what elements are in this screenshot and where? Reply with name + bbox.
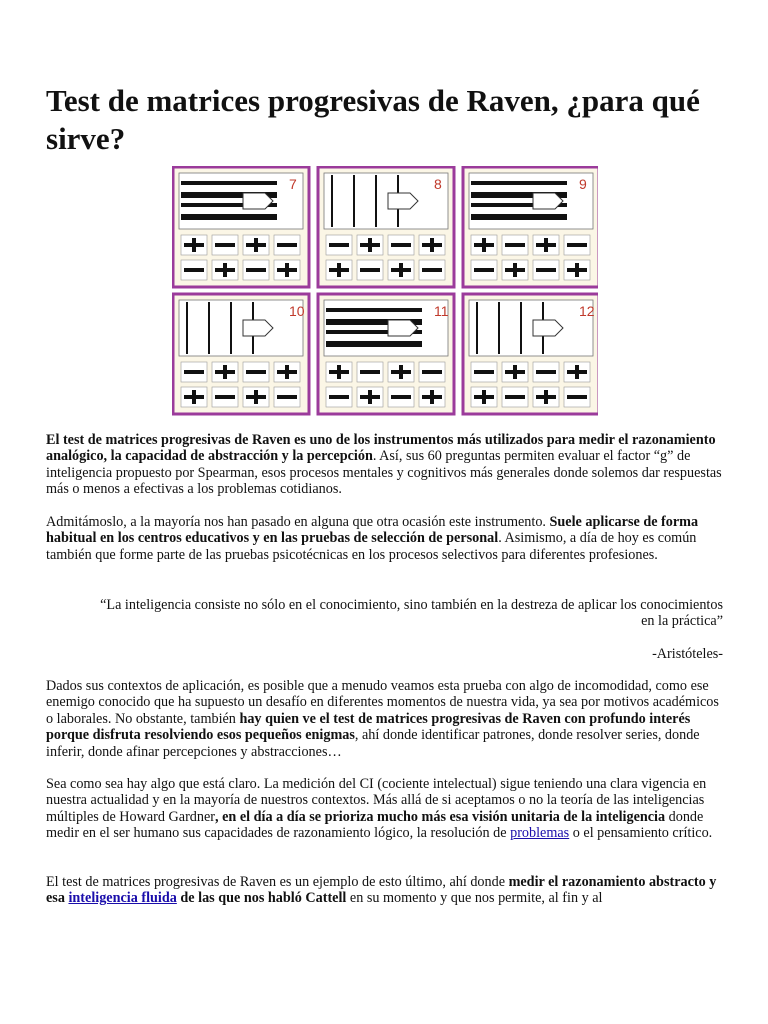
p5-bold-2: de las que nos habló Cattell — [176, 890, 347, 907]
answer-mark — [474, 370, 494, 374]
answer-mark — [223, 365, 227, 379]
answer-mark — [285, 263, 289, 277]
answer-mark — [360, 268, 380, 272]
answer-mark — [277, 243, 297, 247]
panel-number: 7 — [289, 176, 297, 192]
p5-rest: en su momento y que nos permite, al fin y al — [346, 890, 603, 907]
answer-mark — [505, 243, 525, 247]
answer-mark — [399, 365, 403, 379]
answer-mark — [184, 268, 204, 272]
answer-mark — [192, 390, 196, 404]
answer-mark — [513, 365, 517, 379]
p5-start: El test de matrices progresivas de Raven es un ejemplo de esto último, ahí donde — [46, 874, 509, 890]
answer-mark — [184, 370, 204, 374]
p4-bold: , en el día a día se prioriza mucho más esa visión unitaria de la inteligencia — [215, 808, 666, 825]
quote-line-2: en la práctica” — [641, 613, 723, 630]
quote-author: -Aristóteles- — [652, 646, 723, 662]
pattern-stripe — [326, 341, 422, 347]
answer-mark — [575, 365, 579, 379]
answer-mark — [422, 268, 442, 272]
answer-mark — [254, 238, 258, 252]
p5-bold-1: medir el razonamiento abstracto y esa — [46, 874, 717, 907]
inteligencia-fluida-link[interactable]: inteligencia fluida — [68, 890, 177, 907]
answer-mark — [391, 395, 411, 399]
pattern-stripe — [326, 308, 422, 312]
panel-number: 10 — [289, 303, 305, 319]
quote-line-1: “La inteligencia consiste no sólo en el conocimiento, sino también en la destreza de aplicar los conocimientos — [100, 597, 723, 613]
pattern-stripe — [181, 181, 277, 185]
answer-mark — [505, 395, 525, 399]
p2-bold: Suele aplicarse de forma habitual en los centros educativos y en las pruebas de selección de personal — [46, 514, 699, 547]
answer-mark — [482, 238, 486, 252]
answer-mark — [215, 243, 235, 247]
problem-area — [179, 300, 303, 356]
p4-rest: o el pensamiento crítico. — [569, 825, 713, 842]
raven-matrices-figure — [172, 166, 598, 416]
answer-mark — [246, 268, 266, 272]
p3-rest: , ahí donde identificar patrones, donde resolver series, donde inferir, donde afinar percepciones y abstracciones… — [46, 727, 700, 760]
answer-mark — [430, 390, 434, 404]
answer-mark — [223, 263, 227, 277]
answer-mark — [329, 243, 349, 247]
answer-mark — [422, 370, 442, 374]
p4-start: Sea como sea hay algo que está claro. La medición del CI (cociente intelectual) sigue teniendo una clara vigencia en nuestra actualidad y en la mayoría de nuestros contextos. Más allá de si aceptamos o no la teoría de las inteligencias múltiples de Howard Gardner — [46, 776, 707, 825]
p3-bold: hay quien ve el test de matrices progresivas de Raven con profundo interés porque disfruta resolviendo esos pequeños enigmas — [46, 710, 691, 744]
p1-bold: El test de matrices progresivas de Raven es uno de los instrumentos más utilizados para medir el razonamiento analógico, la capacidad de abstracción y la percepción — [46, 432, 716, 465]
answer-mark — [544, 390, 548, 404]
quote-block — [46, 597, 723, 630]
pattern-stripe — [471, 214, 567, 220]
answer-mark — [277, 395, 297, 399]
paragraph-4 — [46, 776, 726, 842]
answer-mark — [567, 395, 587, 399]
raven-matrices-illustration — [172, 166, 598, 416]
answer-mark — [567, 243, 587, 247]
paragraph-2 — [46, 514, 726, 563]
answer-mark — [285, 365, 289, 379]
paragraph-1 — [46, 432, 726, 498]
answer-mark — [368, 390, 372, 404]
matrix-panel — [318, 167, 454, 287]
problemas-link[interactable]: problemas — [510, 825, 570, 842]
panel-number: 9 — [579, 176, 587, 192]
answer-mark — [360, 370, 380, 374]
answer-mark — [513, 263, 517, 277]
answer-mark — [246, 370, 266, 374]
answer-mark — [399, 263, 403, 277]
answer-mark — [337, 365, 341, 379]
answer-mark — [536, 268, 556, 272]
answer-mark — [391, 243, 411, 247]
paragraph-3 — [46, 678, 726, 760]
answer-mark — [192, 238, 196, 252]
problem-area — [324, 173, 448, 229]
page-title: Test de matrices progresivas de Raven, ¿para qué sirve? — [46, 83, 700, 156]
panel-number: 8 — [434, 176, 442, 192]
matrix-panel — [173, 294, 309, 414]
matrix-panel — [463, 167, 598, 287]
panel-number: 11 — [434, 303, 449, 319]
paragraph-5 — [46, 874, 726, 907]
matrix-panel — [463, 294, 598, 414]
answer-mark — [544, 238, 548, 252]
answer-mark — [430, 238, 434, 252]
answer-mark — [254, 390, 258, 404]
matrix-panel — [173, 167, 309, 287]
p4-mid: donde medir en el ser humano sus capacidades de razonamiento lógico, la resolución de — [46, 808, 704, 842]
answer-mark — [536, 370, 556, 374]
answer-mark — [329, 395, 349, 399]
answer-mark — [482, 390, 486, 404]
p1-rest: . Así, sus 60 preguntas permiten evaluar el factor “g” de inteligencia propuesto por Spearman, esos procesos mentales y cognitivos más generales donde solemos dar respuestas más o menos a efectivas a los problemas cotidianos. — [46, 448, 722, 498]
answer-mark — [368, 238, 372, 252]
pattern-stripe — [471, 181, 567, 185]
p2-rest: . Asimismo, a día de hoy es común también que forme parte de las pruebas psicotécnicas en los procesos selectivos para diferentes profesiones. — [46, 530, 697, 563]
p2-start: Admitámoslo, a la mayoría nos han pasado en alguna que otra ocasión este instrumento. — [46, 514, 550, 530]
answer-mark — [337, 263, 341, 277]
answer-mark — [474, 268, 494, 272]
panel-number: 12 — [579, 303, 595, 319]
matrix-panel — [318, 294, 454, 414]
answer-mark — [215, 395, 235, 399]
problem-area — [469, 300, 593, 356]
answer-mark — [575, 263, 579, 277]
pattern-stripe — [181, 214, 277, 220]
p3-start: Dados sus contextos de aplicación, es posible que a menudo veamos esta prueba con algo de incomodidad, como ese enemigo conocido que ha supuesto un desafío en diferentes momentos de nuestra vida, ya sea por motivos académicos o laborales. No obstante, también — [46, 678, 719, 727]
